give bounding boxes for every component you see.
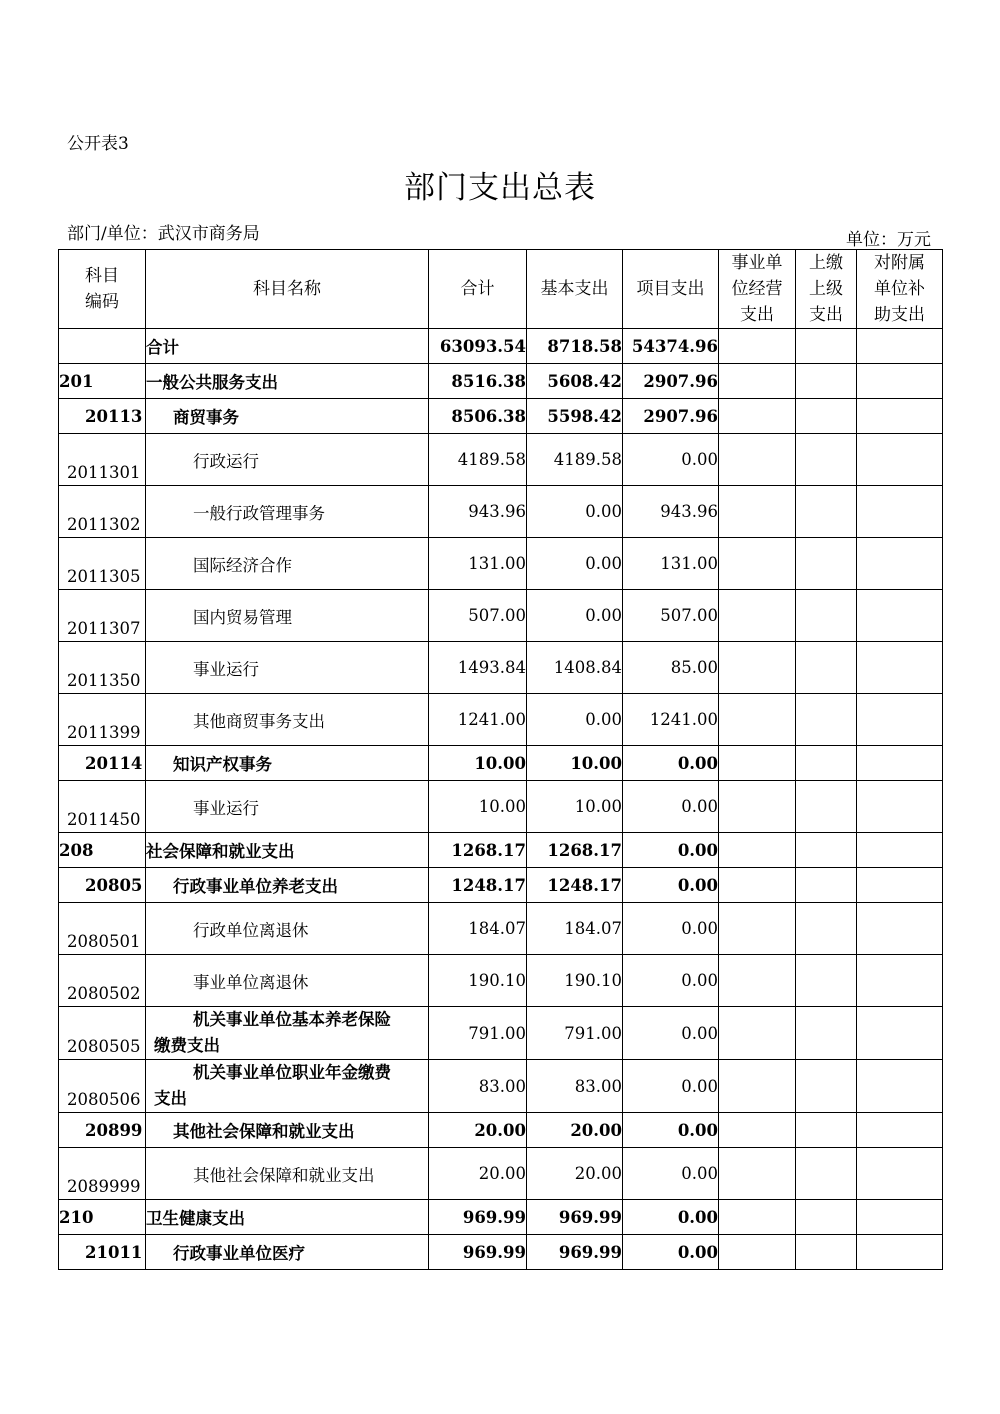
amount-total: 190.10 (429, 955, 527, 1007)
amount-project: 0.00 (623, 781, 719, 833)
amount-project: 1241.00 (623, 694, 719, 746)
subject-name: 国内贸易管理 (146, 590, 429, 642)
table-row (59, 868, 943, 903)
amount-basic: 1248.17 (527, 868, 623, 903)
amount-business (719, 903, 796, 955)
table-row (59, 1007, 943, 1060)
amount-subsidy (857, 1113, 943, 1148)
amount-subsidy (857, 434, 943, 486)
subject-name: 行政事业单位医疗 (146, 1235, 429, 1270)
subject-name: 一般行政管理事务 (146, 486, 429, 538)
amount-project: 507.00 (623, 590, 719, 642)
subject-name (146, 1007, 429, 1060)
amount-basic: 969.99 (527, 1200, 623, 1235)
amount-upper (796, 1148, 857, 1200)
subject-name-line2: 缴费支出 (154, 1036, 220, 1055)
amount-subsidy (857, 868, 943, 903)
amount-project: 0.00 (623, 434, 719, 486)
table-tag: 公开表3 (67, 134, 129, 154)
subject-name-line1: 机关事业单位基本养老保险 (193, 1010, 391, 1029)
amount-business (719, 434, 796, 486)
amount-total: 131.00 (429, 538, 527, 590)
amount-subsidy (857, 1148, 943, 1200)
amount-project: 54374.96 (623, 329, 719, 364)
subject-code: 2080506 (59, 1060, 146, 1113)
table-row (59, 903, 943, 955)
table-header-row (59, 250, 943, 329)
amount-basic: 0.00 (527, 538, 623, 590)
amount-total: 507.00 (429, 590, 527, 642)
amount-project: 0.00 (623, 833, 719, 868)
subject-name: 卫生健康支出 (146, 1200, 429, 1235)
subject-name: 其他社会保障和就业支出 (146, 1148, 429, 1200)
table-row (59, 486, 943, 538)
subject-name: 其他社会保障和就业支出 (146, 1113, 429, 1148)
amount-total: 4189.58 (429, 434, 527, 486)
subject-code: 20805 (59, 868, 146, 903)
subject-code: 2011450 (59, 781, 146, 833)
col-header-code: 科目 编码 (59, 250, 146, 329)
amount-total: 1493.84 (429, 642, 527, 694)
amount-upper (796, 434, 857, 486)
table-row (59, 1200, 943, 1235)
subject-code: 2080502 (59, 955, 146, 1007)
amount-subsidy (857, 590, 943, 642)
subject-code (59, 329, 146, 364)
amount-business (719, 746, 796, 781)
subject-name: 知识产权事务 (146, 746, 429, 781)
page-title: 部门支出总表 (404, 170, 596, 206)
amount-total: 20.00 (429, 1148, 527, 1200)
amount-basic: 5598.42 (527, 399, 623, 434)
amount-basic: 1268.17 (527, 833, 623, 868)
amount-total: 10.00 (429, 746, 527, 781)
amount-subsidy (857, 1060, 943, 1113)
amount-upper (796, 781, 857, 833)
amount-total: 20.00 (429, 1113, 527, 1148)
col-header-basic: 基本支出 (527, 250, 623, 329)
amount-basic: 10.00 (527, 746, 623, 781)
table-row (59, 746, 943, 781)
table-row (59, 1060, 943, 1113)
amount-project: 131.00 (623, 538, 719, 590)
expenditure-table (58, 249, 943, 1270)
amount-basic: 8718.58 (527, 329, 623, 364)
amount-upper (796, 903, 857, 955)
amount-project: 943.96 (623, 486, 719, 538)
amount-business (719, 1148, 796, 1200)
subject-code: 210 (59, 1200, 146, 1235)
amount-subsidy (857, 1235, 943, 1270)
amount-business (719, 590, 796, 642)
amount-project: 0.00 (623, 1235, 719, 1270)
amount-upper (796, 1060, 857, 1113)
amount-subsidy (857, 538, 943, 590)
amount-project: 85.00 (623, 642, 719, 694)
subject-code: 21011 (59, 1235, 146, 1270)
amount-business (719, 1200, 796, 1235)
amount-upper (796, 868, 857, 903)
amount-upper (796, 642, 857, 694)
amount-business (719, 329, 796, 364)
amount-project: 2907.96 (623, 364, 719, 399)
table-row (59, 434, 943, 486)
amount-project: 0.00 (623, 903, 719, 955)
col-header-business: 事业单 位经营 支出 (719, 250, 796, 329)
subject-name: 社会保障和就业支出 (146, 833, 429, 868)
table-row (59, 833, 943, 868)
amount-business (719, 1235, 796, 1270)
table-row (59, 781, 943, 833)
table-row (59, 694, 943, 746)
table-row (59, 399, 943, 434)
subject-code: 2011302 (59, 486, 146, 538)
amount-basic: 4189.58 (527, 434, 623, 486)
department-label: 部门/单位：武汉市商务局 (67, 224, 260, 244)
amount-business (719, 1060, 796, 1113)
amount-project: 0.00 (623, 1148, 719, 1200)
subject-name: 事业运行 (146, 642, 429, 694)
amount-total: 969.99 (429, 1200, 527, 1235)
amount-business (719, 868, 796, 903)
subject-code: 2011305 (59, 538, 146, 590)
amount-total: 1241.00 (429, 694, 527, 746)
amount-upper (796, 329, 857, 364)
table-row (59, 1235, 943, 1270)
amount-business (719, 642, 796, 694)
amount-upper (796, 364, 857, 399)
amount-project: 0.00 (623, 1200, 719, 1235)
amount-project: 0.00 (623, 1060, 719, 1113)
amount-subsidy (857, 746, 943, 781)
col-header-project: 项目支出 (623, 250, 719, 329)
amount-total: 1268.17 (429, 833, 527, 868)
amount-upper (796, 1200, 857, 1235)
subject-name: 事业单位离退休 (146, 955, 429, 1007)
subject-name: 行政单位离退休 (146, 903, 429, 955)
subject-code: 2080505 (59, 1007, 146, 1060)
amount-total: 8516.38 (429, 364, 527, 399)
subject-name-line1: 机关事业单位职业年金缴费 (193, 1063, 391, 1082)
amount-project: 2907.96 (623, 399, 719, 434)
table-row (59, 1113, 943, 1148)
amount-upper (796, 746, 857, 781)
amount-subsidy (857, 833, 943, 868)
subject-name: 行政事业单位养老支出 (146, 868, 429, 903)
table-row (59, 538, 943, 590)
amount-business (719, 955, 796, 1007)
subject-name-line2: 支出 (154, 1089, 187, 1108)
col-header-name: 科目名称 (146, 250, 429, 329)
subject-code: 208 (59, 833, 146, 868)
amount-total: 943.96 (429, 486, 527, 538)
subject-code: 2011307 (59, 590, 146, 642)
table-row (59, 955, 943, 1007)
amount-basic: 0.00 (527, 694, 623, 746)
amount-business (719, 833, 796, 868)
table-total-row (59, 329, 943, 364)
amount-business (719, 364, 796, 399)
table-row (59, 1148, 943, 1200)
amount-upper (796, 694, 857, 746)
amount-total: 791.00 (429, 1007, 527, 1060)
subject-code: 2011399 (59, 694, 146, 746)
amount-upper (796, 1113, 857, 1148)
amount-basic: 5608.42 (527, 364, 623, 399)
amount-business (719, 694, 796, 746)
amount-total: 8506.38 (429, 399, 527, 434)
amount-business (719, 1113, 796, 1148)
amount-total: 184.07 (429, 903, 527, 955)
amount-upper (796, 590, 857, 642)
subject-name: 国际经济合作 (146, 538, 429, 590)
unit-label: 单位：万元 (846, 230, 931, 250)
amount-business (719, 1007, 796, 1060)
amount-subsidy (857, 329, 943, 364)
amount-total: 1248.17 (429, 868, 527, 903)
amount-upper (796, 1007, 857, 1060)
amount-basic: 0.00 (527, 486, 623, 538)
amount-total: 63093.54 (429, 329, 527, 364)
subject-code: 2011301 (59, 434, 146, 486)
amount-subsidy (857, 781, 943, 833)
amount-upper (796, 833, 857, 868)
amount-upper (796, 486, 857, 538)
table-row (59, 642, 943, 694)
amount-basic: 20.00 (527, 1148, 623, 1200)
subject-name (146, 1060, 429, 1113)
subject-code: 20114 (59, 746, 146, 781)
col-header-subsidy: 对附属 单位补 助支出 (857, 250, 943, 329)
subject-name: 行政运行 (146, 434, 429, 486)
amount-business (719, 399, 796, 434)
amount-subsidy (857, 694, 943, 746)
amount-subsidy (857, 399, 943, 434)
amount-upper (796, 1235, 857, 1270)
amount-basic: 20.00 (527, 1113, 623, 1148)
amount-upper (796, 538, 857, 590)
amount-total: 10.00 (429, 781, 527, 833)
amount-subsidy (857, 486, 943, 538)
amount-basic: 1408.84 (527, 642, 623, 694)
amount-business (719, 486, 796, 538)
amount-basic: 10.00 (527, 781, 623, 833)
amount-subsidy (857, 1200, 943, 1235)
subject-code: 2080501 (59, 903, 146, 955)
amount-upper (796, 955, 857, 1007)
amount-basic: 791.00 (527, 1007, 623, 1060)
amount-subsidy (857, 364, 943, 399)
amount-basic: 184.07 (527, 903, 623, 955)
amount-basic: 969.99 (527, 1235, 623, 1270)
table-row (59, 590, 943, 642)
amount-basic: 0.00 (527, 590, 623, 642)
amount-subsidy (857, 955, 943, 1007)
subject-code: 20113 (59, 399, 146, 434)
amount-subsidy (857, 1007, 943, 1060)
table-row (59, 364, 943, 399)
subject-code: 20899 (59, 1113, 146, 1148)
subject-name: 一般公共服务支出 (146, 364, 429, 399)
amount-project: 0.00 (623, 1113, 719, 1148)
col-header-total: 合计 (429, 250, 527, 329)
amount-project: 0.00 (623, 746, 719, 781)
amount-subsidy (857, 903, 943, 955)
subject-code: 201 (59, 364, 146, 399)
subject-name: 商贸事务 (146, 399, 429, 434)
amount-project: 0.00 (623, 868, 719, 903)
subject-name: 其他商贸事务支出 (146, 694, 429, 746)
amount-project: 0.00 (623, 1007, 719, 1060)
amount-total: 969.99 (429, 1235, 527, 1270)
subject-code: 2011350 (59, 642, 146, 694)
amount-basic: 83.00 (527, 1060, 623, 1113)
subject-name: 事业运行 (146, 781, 429, 833)
amount-project: 0.00 (623, 955, 719, 1007)
amount-business (719, 781, 796, 833)
subject-name: 合计 (146, 329, 429, 364)
col-header-upper: 上缴 上级 支出 (796, 250, 857, 329)
amount-subsidy (857, 642, 943, 694)
amount-basic: 190.10 (527, 955, 623, 1007)
amount-business (719, 538, 796, 590)
amount-upper (796, 399, 857, 434)
amount-total: 83.00 (429, 1060, 527, 1113)
subject-code: 2089999 (59, 1148, 146, 1200)
